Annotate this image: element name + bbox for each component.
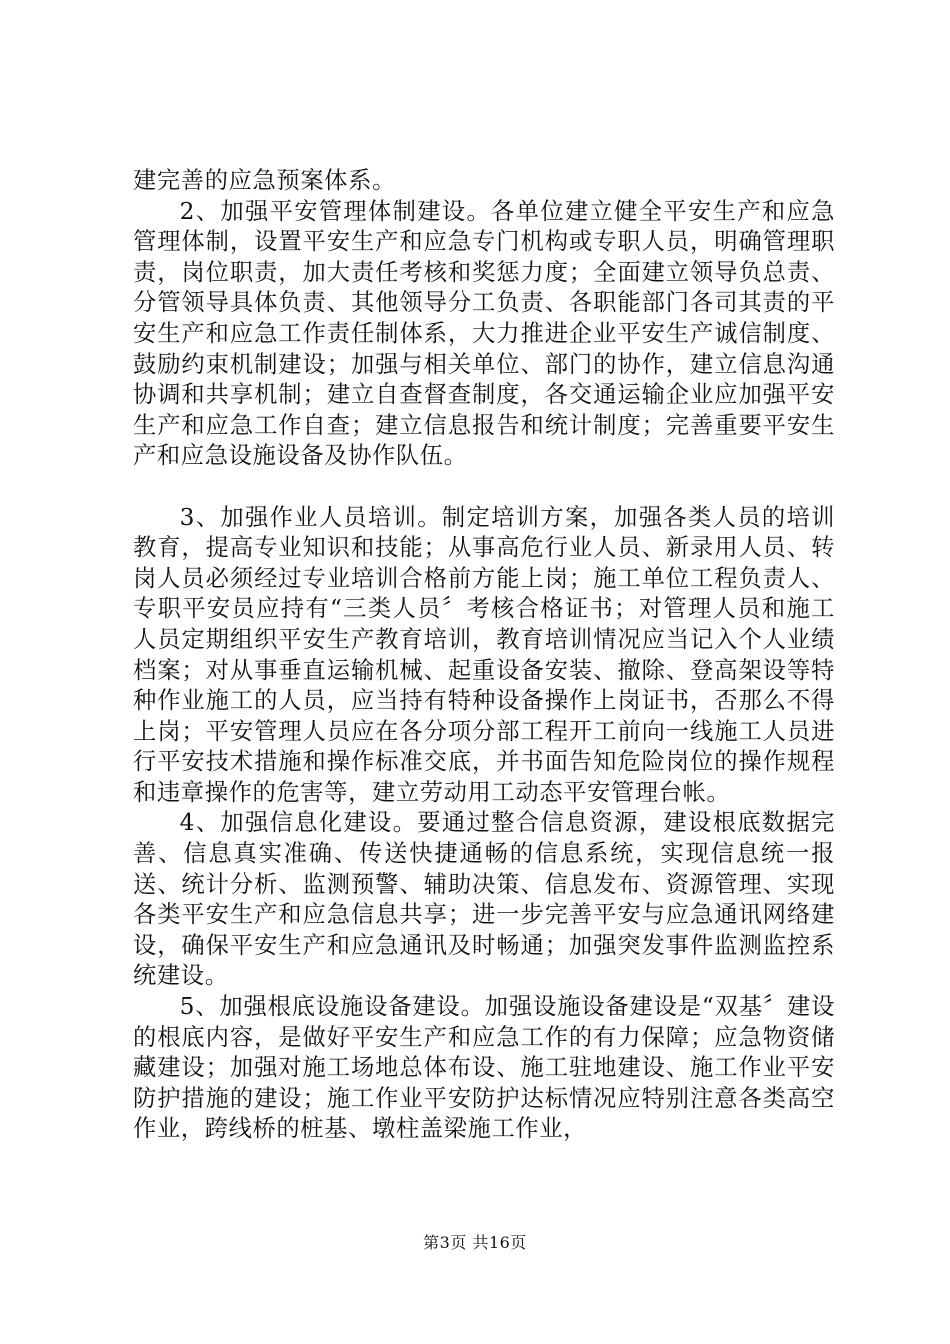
paragraph-item-4: 4、加强信息化建设。要通过整合信息资源，建设根底数据完善、信息真实准确、传送快捷通畅的信息系统，实现信息统一报送、统计分析、监测预警、辅助决策、信息发布、资源管理、实现各类平安生产和应急信息共享；进一步完善平安与应急通讯网络建设，确保平安生产和应急通讯及时畅通；加强突发事件监测监控系统建设。	[133, 809, 835, 990]
paragraph-item-2: 2、加强平安管理体制建设。各单位建立健全平安生产和应急管理体制，设置平安生产和应急专门机构或专职人员，明确管理职责，岗位职责，加大责任考核和奖惩力度；全面建立领导负总责、分管领导具体负责、其他领导分工负责、各职能部门各司其责的平安生产和应急工作责任制体系，大力推进企业平安生产诚信制度、鼓励约束机制建设；加强与相关单位、部门的协作，建立信息沟通协调和共享机制；建立自查督查制度，各交通运输企业应加强平安生产和应急工作自查；建立信息报告和统计制度；完善重要平安生产和应急设施设备及协作队伍。	[133, 197, 835, 470]
paragraph-spacer	[133, 472, 835, 503]
paragraph-item-5: 5、加强根底设施设备建设。加强设施设备建设是“双基〞建设的根底内容，是做好平安生产和应急工作的有力保障；应急物资储藏建设；加强对施工场地总体布设、施工驻地建设、施工作业平安防护措施的建设；施工作业平安防护达标情况应特别注意各类高空作业，跨线桥的桩基、墩柱盖梁施工作业，	[133, 993, 835, 1143]
paragraph-continuation: 建完善的应急预案体系。	[133, 167, 396, 194]
paragraph-item-3: 3、加强作业人员培训。制定培训方案，加强各类人员的培训教育，提高专业知识和技能；从事高危行业人员、新录用人员、转岗人员必须经过专业培训合格前方能上岗；施工单位工程负责人、专职平安员应持有“三类人员〞考核合格证书；对管理人员和施工人员定期组织平安生产教育培训，教育培训情况应当记入个人业绩档案；对从事垂直运输机械、起重设备安装、撤除、登高架设等特种作业施工的人员，应当持有特种设备操作上岗证书，否那么不得上岗；平安管理人员应在各分项分部工程开工前向一线施工人员进行平安技术措施和操作标准交底，并书面告知危险岗位的操作规程和违章操作的危害等，建立劳动用工动态平安管理台帐。	[133, 503, 835, 806]
document-body	[133, 166, 835, 1145]
page-number-footer: 第3页 共16页	[423, 1233, 527, 1252]
